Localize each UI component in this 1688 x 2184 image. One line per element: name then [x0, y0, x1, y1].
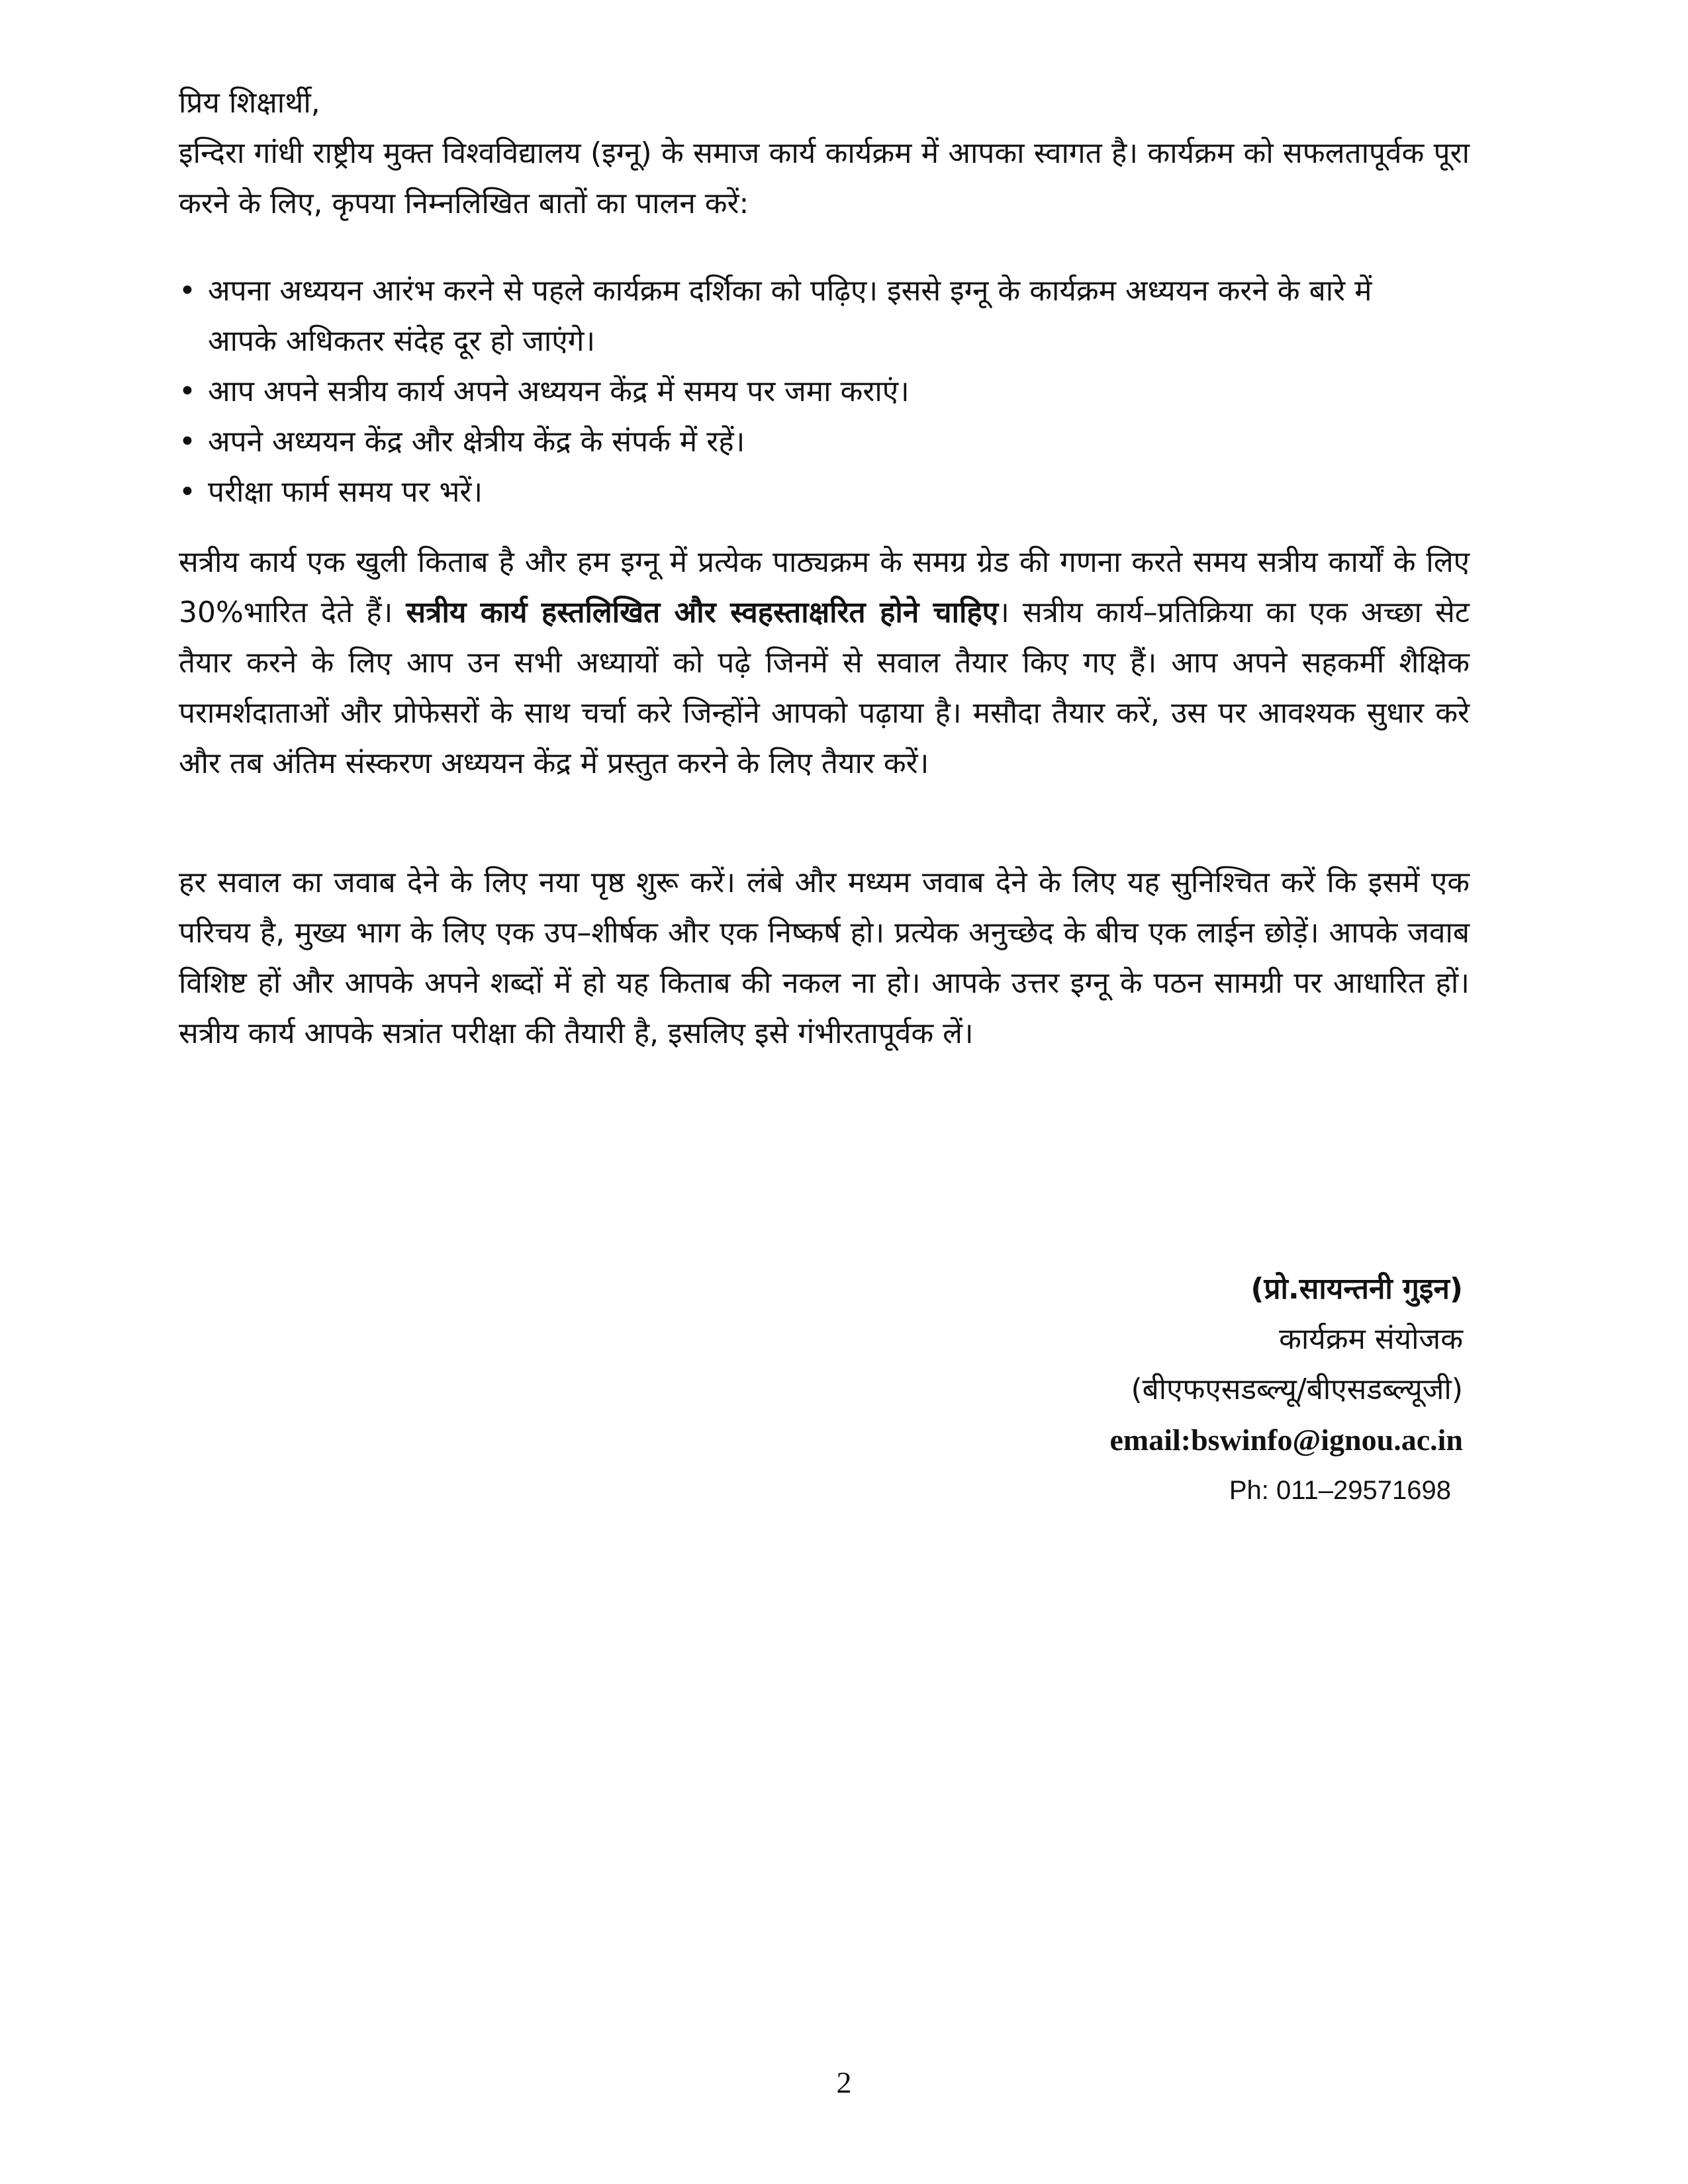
signatory-designation: कार्यक्रम संयोजक: [1279, 1322, 1463, 1356]
assignment-paragraph-end: । सत्रीय कार्य–प्रतिक्रिया का एक अच्छा सेट तैयार करने के लिए आप उन सभी अध्यायों को पढ़े जिनमें से सवाल तैयार किए गए हैं। आप अपने सहकर्मी शैक्षिक परामर्शदाताओं और प्रोफेसरों के साथ चर्चा करे जिन्होंने आपको पढ़ाया है। मसौदा तैयार करें, उस पर आवश्यक सुधार करे और तब अंतिम संस्करण अध्ययन केंद्र में प्रस्तुत करने के लिए तैयार करें।: [179, 596, 1470, 780]
list-item: • परीक्षा फार्म समय पर भरें।: [179, 467, 1470, 518]
page-number: 2: [836, 2066, 852, 2099]
intro-paragraph: इन्दिरा गांधी राष्ट्रीय मुक्त विश्वविद्यालय (इग्नू) के समाज कार्य कार्यक्रम में आपका स्वागत है। कार्यक्रम को सफलतापूर्वक पूरा करने के लिए, कृपया निम्नलिखित बातों का पालन करें:: [179, 136, 1470, 220]
assignment-paragraph-start: सत्रीय कार्य एक खुली किताब है और हम इग्नू में प्रत्येक पाठ्यक्रम के समग्र ग्रेड की गणना करते समय सत्रीय कार्यों के लिए 30%भारित देते हैं।: [179, 545, 1470, 629]
list-item: • अपना अध्ययन आरंभ करने से पहले कार्यक्रम दर्शिका को पढ़िए। इससे इग्नू के कार्यक्रम अध्ययन करने के बारे में आपके अधिकतर संदेह दूर हो जाएंगे।: [179, 266, 1426, 367]
handwritten-requirement: सत्रीय कार्य हस्तलिखित और स्वहस्ताक्षरित होने चाहिए: [406, 596, 999, 629]
salutation: प्रिय शिक्षार्थी,: [179, 86, 320, 120]
list-item: • आप अपने सत्रीय कार्य अपने अध्ययन केंद्र में समय पर जमा कराएं।: [179, 367, 1470, 417]
instruction-list: [179, 266, 1470, 518]
contact-email: email:bswinfo@ignou.ac.in: [1109, 1423, 1463, 1457]
list-item: • अपने अध्ययन केंद्र और क्षेत्रीय केंद्र के संपर्क में रहें।: [179, 417, 1470, 467]
signatory-name: (प्रो.सायन्तनी गुइन): [1250, 1272, 1463, 1306]
programme-code: (बीएफएसडब्ल्यू/बीएसडब्ल्यूजी): [1131, 1373, 1463, 1406]
assignment-paragraph: [179, 537, 1470, 789]
signature-block: [1109, 1264, 1463, 1516]
contact-phone: Ph: 011–29571698: [1229, 1476, 1451, 1505]
answer-guidelines-paragraph: हर सवाल का जवाब देने के लिए नया पृष्ठ शुरू करें। लंबे और मध्यम जवाब देने के लिए यह सुनिश्चित करें कि इसमें एक परिचय है, मुख्य भाग के लिए एक उप–शीर्षक और एक निष्कर्ष हो। प्रत्येक अनुच्छेद के बीच एक लाईन छोड़ें। आपके जवाब विशिष्ट हों और आपके अपने शब्दों में हो यह किताब की नकल ना हो। आपके उत्तर इग्नू के पठन सामग्री पर आधारित हों। सत्रीय कार्य आपके सत्रांत परीक्षा की तैयारी है, इसलिए इसे गंभीरतापूर्वक लें।: [179, 866, 1470, 1050]
